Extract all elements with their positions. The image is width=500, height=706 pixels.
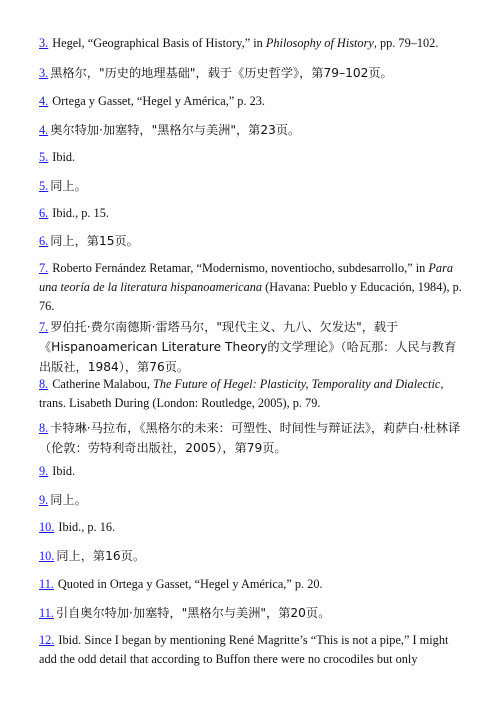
- footnote-11-link[interactable]: 11.: [39, 577, 54, 591]
- footnote-3-zh: 3. 黑格尔，"历史的地理基础"，载于《历史哲学》，第79–102页。: [39, 66, 393, 80]
- footnote-5-zh: 5. 同上。: [39, 179, 87, 193]
- footnote-5-link[interactable]: 5.: [39, 179, 49, 193]
- footnote-7-zh: 7. 罗伯托·费尔南德斯·雷塔马尔，"现代主义、九八、欠发达"，载于《Hispanoamerican Literature Theory的文学理论》（哈瓦那：人民与教育出版社，1984），第76页。: [39, 320, 457, 374]
- footnote-8-link[interactable]: 8.: [39, 377, 49, 391]
- footnote-9-link[interactable]: 9.: [39, 464, 49, 478]
- footnote-8-link[interactable]: 8.: [39, 421, 49, 435]
- footnote-6-link[interactable]: 6.: [39, 234, 49, 248]
- footnote-11-zh: 11. 引自奥尔特加·加塞特，"黑格尔与美洲"，第20页。: [39, 606, 331, 620]
- footnote-7-link[interactable]: 7.: [39, 320, 49, 334]
- footnote-8-en: 8. Catherine Malabou, The Future of Hegel: Plasticity, Temporality and Dialectic, trans. Lisabeth During (London: Routledge, 2005), p. 79.: [39, 377, 444, 410]
- footnote-4-en: 4. Ortega y Gasset, “Hegel y América,” p. 23.: [39, 94, 265, 108]
- footnote-8-zh: 8. 卡特琳·马拉布，《黑格尔的未来：可塑性、时间性与辩证法》，莉萨白·杜林译（伦敦：劳特利奇出版社，2005），第79页。: [39, 421, 461, 455]
- footnote-7-en: 7. Roberto Fernández Retamar, “Modernismo, noventiocho, subdesarrollo,” in Para una teoría de la literatura hispanoamericana (Havana: Pueblo y Educación, 1984), p. 76.: [39, 261, 462, 313]
- footnote-6-en: 6. Ibid., p. 15.: [39, 206, 109, 220]
- footnote-9-zh: 9. 同上。: [39, 493, 87, 507]
- footnote-9-link[interactable]: 9.: [39, 493, 49, 507]
- footnote-10-zh: 10. 同上，第16页。: [39, 549, 146, 563]
- footnote-5-en: 5. Ibid.: [39, 150, 76, 164]
- footnote-3-link[interactable]: 3.: [39, 66, 49, 80]
- footnote-3-en: 3. Hegel, “Geographical Basis of History,” in Philosophy of History, pp. 79–102.: [39, 36, 439, 50]
- footnote-6-zh: 6. 同上，第15页。: [39, 234, 139, 248]
- footnote-11-en: 11. Quoted in Ortega y Gasset, “Hegel y América,” p. 20.: [39, 577, 323, 591]
- footnote-11-link[interactable]: 11.: [39, 606, 54, 620]
- footnote-10-en: 10. Ibid., p. 16.: [39, 520, 116, 534]
- footnote-12-link[interactable]: 12.: [39, 633, 55, 647]
- footnote-6-link[interactable]: 6.: [39, 206, 49, 220]
- footnote-10-link[interactable]: 10.: [39, 549, 55, 563]
- footnote-12-en: 12. Ibid. Since I began by mentioning René Magritte’s “This is not a pipe,” I might add the odd detail that according to Buffon there were no crocodiles but only: [39, 633, 449, 666]
- footnote-10-link[interactable]: 10.: [39, 520, 55, 534]
- footnote-3-link[interactable]: 3.: [39, 36, 49, 50]
- footnote-5-link[interactable]: 5.: [39, 150, 49, 164]
- footnote-4-link[interactable]: 4.: [39, 94, 49, 108]
- footnote-7-link[interactable]: 7.: [39, 261, 49, 275]
- footnote-4-link[interactable]: 4.: [39, 123, 49, 137]
- footnote-9-en: 9. Ibid.: [39, 464, 76, 478]
- footnote-4-zh: 4. 奥尔特加·加塞特，"黑格尔与美洲"，第23页。: [39, 123, 301, 137]
